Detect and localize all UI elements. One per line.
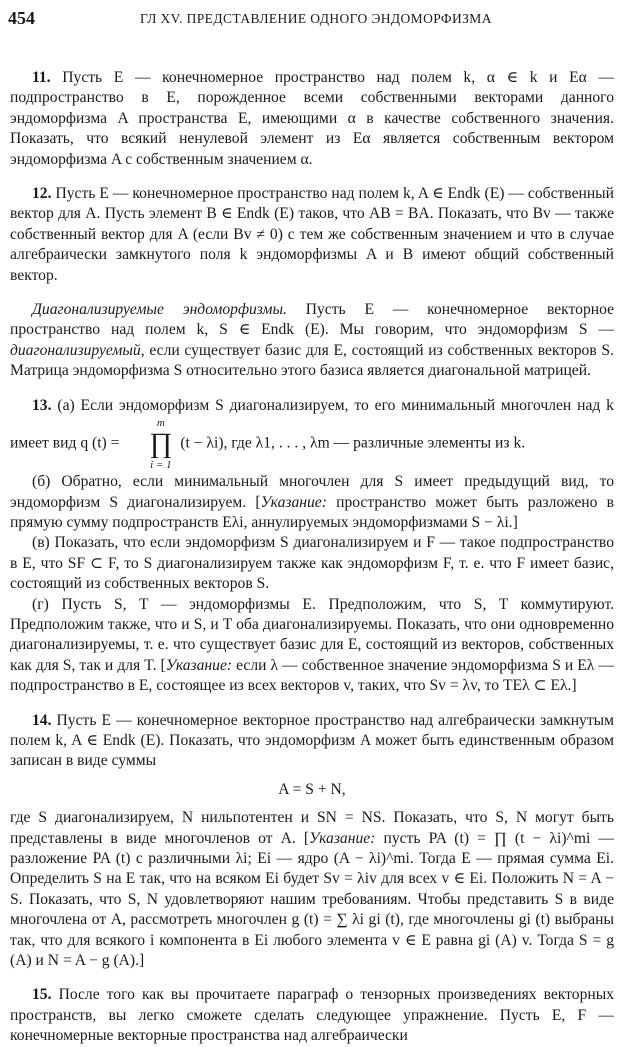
page-number: 454 [8,8,35,28]
exercise-14 [10,711,614,772]
product-lower-limit: i = 1 [150,459,172,472]
exercise-text: Пусть E — конечномерное пространство над полем k, α ∈ k и Eα — подпространство в E, порожденное всеми собственными векторами данного эндоморфизма A пространства E, имеющими α в качестве собственного значения. Показать, что всякий ненулевой элемент из Eα является собственным вектором эндоморфизма A с собственным значением α. [10,69,614,168]
hint-text: если λ — собственное значение эндоморфизма S и Eλ — подпространство в E, состоящее из всех векторов v, таких, что Sv = λv, то TEλ ⊂ Eλ.] [10,656,614,695]
definition-diagonalizable [10,300,614,382]
exercise-11 [10,68,614,170]
product-factor: (t − λi), где λ1, . . . , λm — различные элементы из k. [180,434,526,452]
hint-text: пусть PA (t) = ∏ (t − λi)^mi — разложение PA (t) с различными λi; Ei — ядро (A − λi)^mi. Тогда E — прямая сумма Ei. Определить S на E так, что на всяком Ei будет Sv = λiv для всех v ∈ Ei. Положить N = A − S. Показать, что S, N удовлетворяют нашим требованиям. Чтобы представить S в виде многочлена от A, рассмотреть многочлен g (t) = ∑ λi gi (t), где многочлены gi (t) выбраны так, что для всякого i компонента в Ei любого элемента v ∈ E равна gi (A) v. Тогда S = g (A) и N = A − g (A).] [10,829,614,970]
exercise-13d: (г) Пусть S, T — эндоморфизмы E. Предположим, что S, T коммутируют. Предположим также, что и S, и T оба диагонализируемы. Показать, что они одновременно диагонализируемы, т. е. что существует базис для E, состоящий из векторов, собственных как для S, так и для T. [Указание: если λ — собственное значение эндоморфизма S и Eλ — подпространство в E, состоящее из всех векторов v, таких, что Sv = λv, то TEλ ⊂ Eλ.] [10,595,614,695]
exercise-text: где S диагонализируем, N нильпотентен и SN = NS. Показать, что S, N могут быть представлены в виде многочленов от A. [10,809,614,847]
page-body [10,68,614,1047]
exercise-14-continued: где S диагонализируем, N нильпотентен и SN = NS. Показать, что S, N могут быть представлены в виде многочленов от A. [Указание: пусть PA (t) = ∏ (t − λi)^mi — разложение PA (t) с различными λi; Ei — ядро (A − λi)^mi. Тогда E — прямая сумма Ei. Определить S на E так, что на всяком Ei будет Sv = λiv для всех v ∈ Ei. Положить N = A − S. Показать, что S, N удовлетворяют нашим требованиям. Чтобы представить S в виде многочлена от A, рассмотреть многочлен g (t) = ∑ λi gi (t), где многочлены gi (t) выбраны так, что для всякого i компонента в Ei любого элемента v ∈ E равна gi (A) v. Тогда S = g (A) и N = A − g (A).] [10,809,614,970]
product-sign: ∏ [149,428,173,460]
hint-label: Указание: [165,656,233,674]
definition-term: диагонализируемый [10,341,141,359]
exercise-13b-text: (б) Обратно, если минимальный многочлен для S имеет предыдущий вид, то эндоморфизм S диагонализируем. [10,473,614,511]
definition-text-1: Пусть E — конечномерное векторное пространство над полем k, S ∈ Endk (E). Мы говорим, что эндоморфизм S — [10,301,614,339]
product-symbol [127,416,172,472]
exercise-13a-text: (а) Если эндоморфизм S диагонализируем, то его минимальный многочлен над k имеет вид [10,396,614,452]
exercise-13c [10,533,614,594]
exercise-number: 14. [32,711,52,729]
definition-title: Диагонализируемые эндоморфизмы. [32,301,287,319]
exercise-text: После того как вы прочитаете параграф о тензорных произведениях векторных пространств, вы легко сможете сделать следующее упражнение. Пусть E, F — конечномерные векторные пространства над алгебраически [10,986,614,1045]
exercise-number: 12. [32,185,52,203]
exercise-text: Пусть E — конечномерное пространство над полем k, A ∈ Endk (E) — собственный вектор для A. Пусть элемент B ∈ Endk (E) таков, что AB = BA. Показать, что Bv — также собственный вектор для A (если Bv ≠ 0) с тем же собственным значением и что в случае алгебраически замкнутого поля k эндоморфизмы A и B имеют общий собственный вектор. [10,185,615,284]
exercise-number: 13. [32,396,52,414]
q-of-t: q (t) = [80,434,120,452]
hint-text: пространство может быть разложено в прямую сумму подпространств Eλi, аннулируемых эндоморфизмами S − λi.] [10,493,614,531]
exercise-number: 15. [32,986,52,1004]
exercise-13a [10,396,614,472]
exercise-12 [10,184,614,286]
displayed-formula: A = S + N, [278,780,346,798]
running-head: ГЛ XV. ПРЕДСТАВЛЕНИЕ ОДНОГО ЭНДОМОРФИЗМА [140,11,492,26]
exercise-text: Пусть E — конечномерное векторное пространство над алгебраически замкнутым полем k, A ∈ Endk (E). Показать, что эндоморфизм A может быть единственным образом записан в виде суммы [10,711,614,770]
definition-text-2: , если существует базис для E, состоящий из собственных векторов S. Матрица эндоморфизма S относительно этого базиса является диагональной матрицей. [10,341,614,380]
exercise-15 [10,985,614,1046]
hint-label: Указание: [260,493,327,511]
exercise-13d-text: (г) Пусть S, T — эндоморфизмы E. Предположим, что S, T коммутируют. Предположим также, что и S, и T оба диагонализируемы. Показать, что они одновременно диагонализируемы, т. е. что существует базис для E, состоящий из векторов, собственных как для S, так и для T. [10,595,614,674]
exercise-13b: (б) Обратно, если минимальный многочлен для S имеет предыдущий вид, то эндоморфизм S диагонализируем. [Указание: пространство может быть разложено в прямую сумму подпространств Eλi, аннулируемых эндоморфизмами S − λi.] [10,473,614,531]
exercise-number: 11. [32,69,51,86]
page-header [0,8,627,30]
hint-label: Указание: [309,829,376,847]
exercise-13c-text: (в) Показать, что если эндоморфизм S диагонализируем и F — такое подпространство в E, что SF ⊂ F, то S диагонализируем также как эндоморфизм F, т. е. что F имеет базис, состоящий из собственных векторов S. [10,534,614,593]
product-upper-limit: m [156,417,165,430]
